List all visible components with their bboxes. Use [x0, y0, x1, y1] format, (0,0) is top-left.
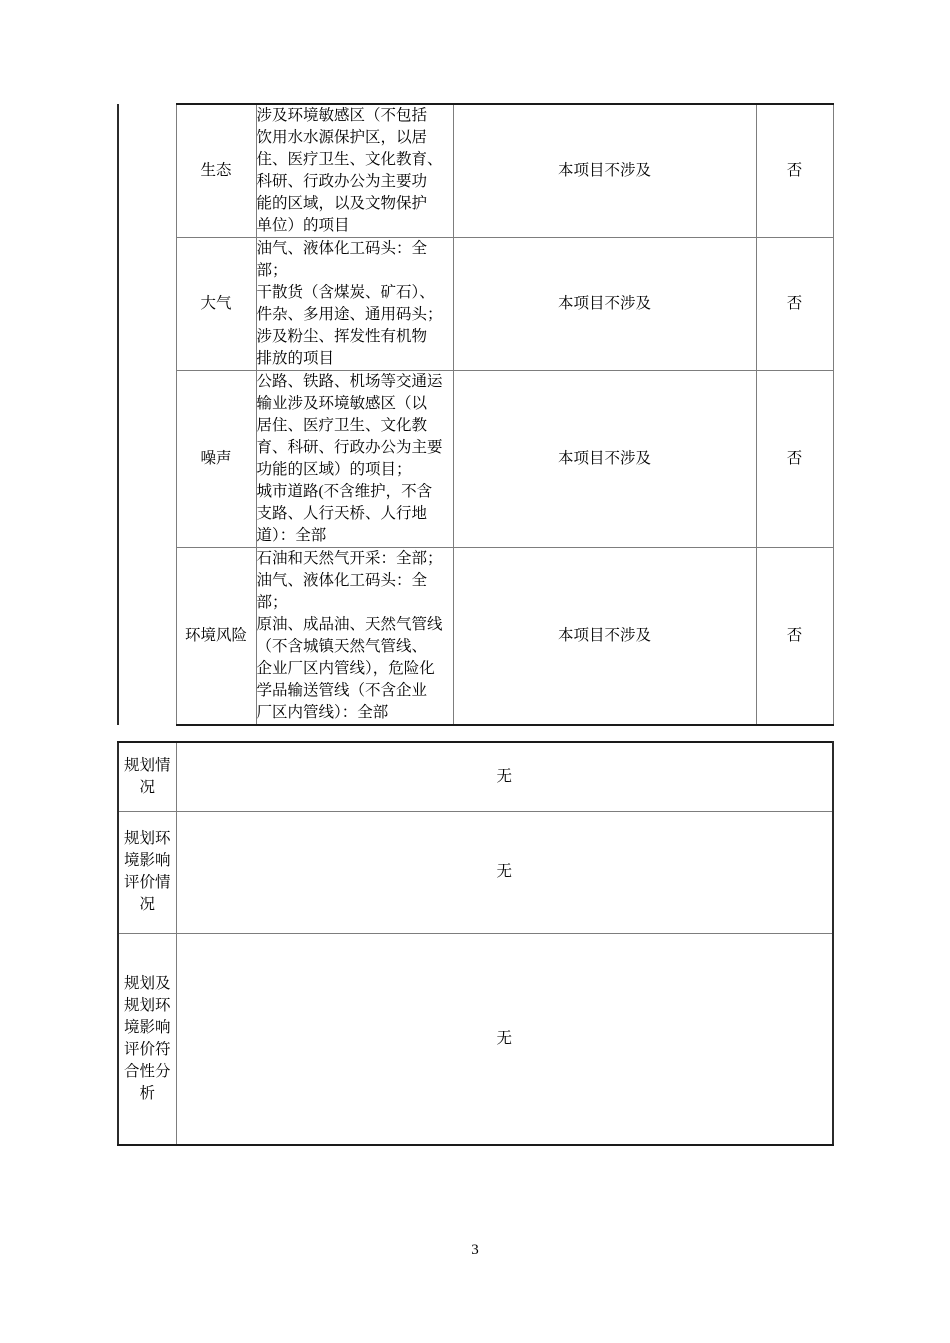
assessment-text: 本项目不涉及 — [557, 295, 651, 312]
summary-label-cell — [118, 742, 176, 811]
assessment-text: 本项目不涉及 — [557, 162, 651, 179]
description-line: 干散货（含煤炭、矿石）、 — [256, 284, 435, 301]
description-line: 能的区域，以及文物保护 — [256, 195, 428, 212]
description-line: 输业涉及环境敏感区（以 — [256, 395, 428, 412]
description-line: 城市道路(不含维护，不含 — [256, 483, 433, 500]
assessment-cell — [453, 104, 756, 238]
description-line: 原油、成品油、天然气管线 — [256, 616, 443, 633]
factor-label-cell — [176, 104, 256, 238]
assessment-cell — [453, 238, 756, 371]
factor-label: 大气 — [200, 295, 232, 312]
summary-label-cell — [118, 933, 176, 1145]
table-row — [118, 933, 833, 1145]
factor-description-cell — [256, 238, 453, 371]
description-line: 油气、液体化工码头：全 — [256, 240, 428, 257]
description-line: 油气、液体化工码头：全 — [256, 572, 428, 589]
summary-label: 规划环境影响评价情况 — [123, 830, 171, 913]
description-line: 功能的区域）的项目； — [256, 461, 412, 478]
factor-label-cell — [176, 238, 256, 371]
factor-label: 生态 — [200, 162, 232, 179]
applicable-text: 否 — [786, 627, 803, 644]
summary-label-cell — [118, 811, 176, 933]
applicable-text: 否 — [786, 295, 803, 312]
description-line: 件杂、多用途、通用码头； — [256, 306, 443, 323]
summary-label: 规划及规划环境影响评价符合性分析 — [123, 974, 171, 1102]
factor-description-cell — [256, 371, 453, 548]
summary-content-cell — [176, 742, 833, 811]
description-line: 科研、行政办公为主要功 — [256, 173, 428, 190]
planning-summary-table — [117, 741, 834, 1146]
table-row — [118, 238, 833, 371]
factor-label-cell — [176, 548, 256, 726]
description-line: 部； — [256, 594, 288, 611]
description-line: 公路、铁路、机场等交通运 — [256, 373, 443, 390]
factor-description-cell — [256, 104, 453, 238]
description-line: 排放的项目 — [256, 350, 335, 367]
summary-content-cell — [176, 933, 833, 1145]
description-line: 单位）的项目 — [256, 217, 350, 234]
description-line: 涉及粉尘、挥发性有机物 — [256, 328, 428, 345]
description-line: 涉及环境敏感区（不包括 — [256, 107, 428, 124]
summary-content: 无 — [496, 1029, 512, 1047]
description-line: 住、医疗卫生、文化教育、 — [256, 151, 443, 168]
summary-label: 规划情况 — [123, 756, 171, 796]
environmental-impact-table — [117, 103, 834, 726]
description-line: 支路、人行天桥、人行地 — [256, 505, 428, 522]
assessment-cell — [453, 371, 756, 548]
assessment-text: 本项目不涉及 — [557, 450, 651, 467]
summary-content: 无 — [496, 767, 512, 785]
factor-label: 噪声 — [200, 450, 232, 467]
description-line: 厂区内管线）：全部 — [256, 704, 389, 721]
table-row — [118, 742, 833, 811]
row-group-spacer-cell — [118, 104, 176, 725]
description-line: 企业厂区内管线），危险化 — [256, 660, 435, 677]
table-row — [118, 548, 833, 726]
table-row — [118, 811, 833, 933]
description-line: 道）：全部 — [256, 527, 327, 544]
applicable-cell — [756, 371, 833, 548]
description-line: 石油和天然气开采：全部； — [256, 550, 443, 567]
description-line: 育、科研、行政办公为主要 — [256, 439, 443, 456]
table-row — [118, 371, 833, 548]
applicable-cell — [756, 548, 833, 726]
description-line: 学品输送管线（不含企业 — [256, 682, 428, 699]
description-line: 居住、医疗卫生、文化教 — [256, 417, 428, 434]
factor-description-cell — [256, 548, 453, 726]
table-row — [118, 104, 833, 238]
description-line: 饮用水水源保护区，以居 — [256, 129, 428, 146]
applicable-text: 否 — [786, 450, 803, 467]
factor-label-cell — [176, 371, 256, 548]
factor-label: 环境风险 — [184, 627, 247, 644]
description-line: （不含城镇天然气管线、 — [256, 638, 428, 655]
summary-content: 无 — [496, 863, 512, 880]
applicable-cell — [756, 238, 833, 371]
applicable-text: 否 — [786, 162, 803, 179]
applicable-cell — [756, 104, 833, 238]
summary-content-cell — [176, 811, 833, 933]
description-line: 部； — [256, 262, 288, 279]
assessment-cell — [453, 548, 756, 726]
page-number: 3 — [471, 1242, 479, 1258]
assessment-text: 本项目不涉及 — [557, 627, 651, 644]
